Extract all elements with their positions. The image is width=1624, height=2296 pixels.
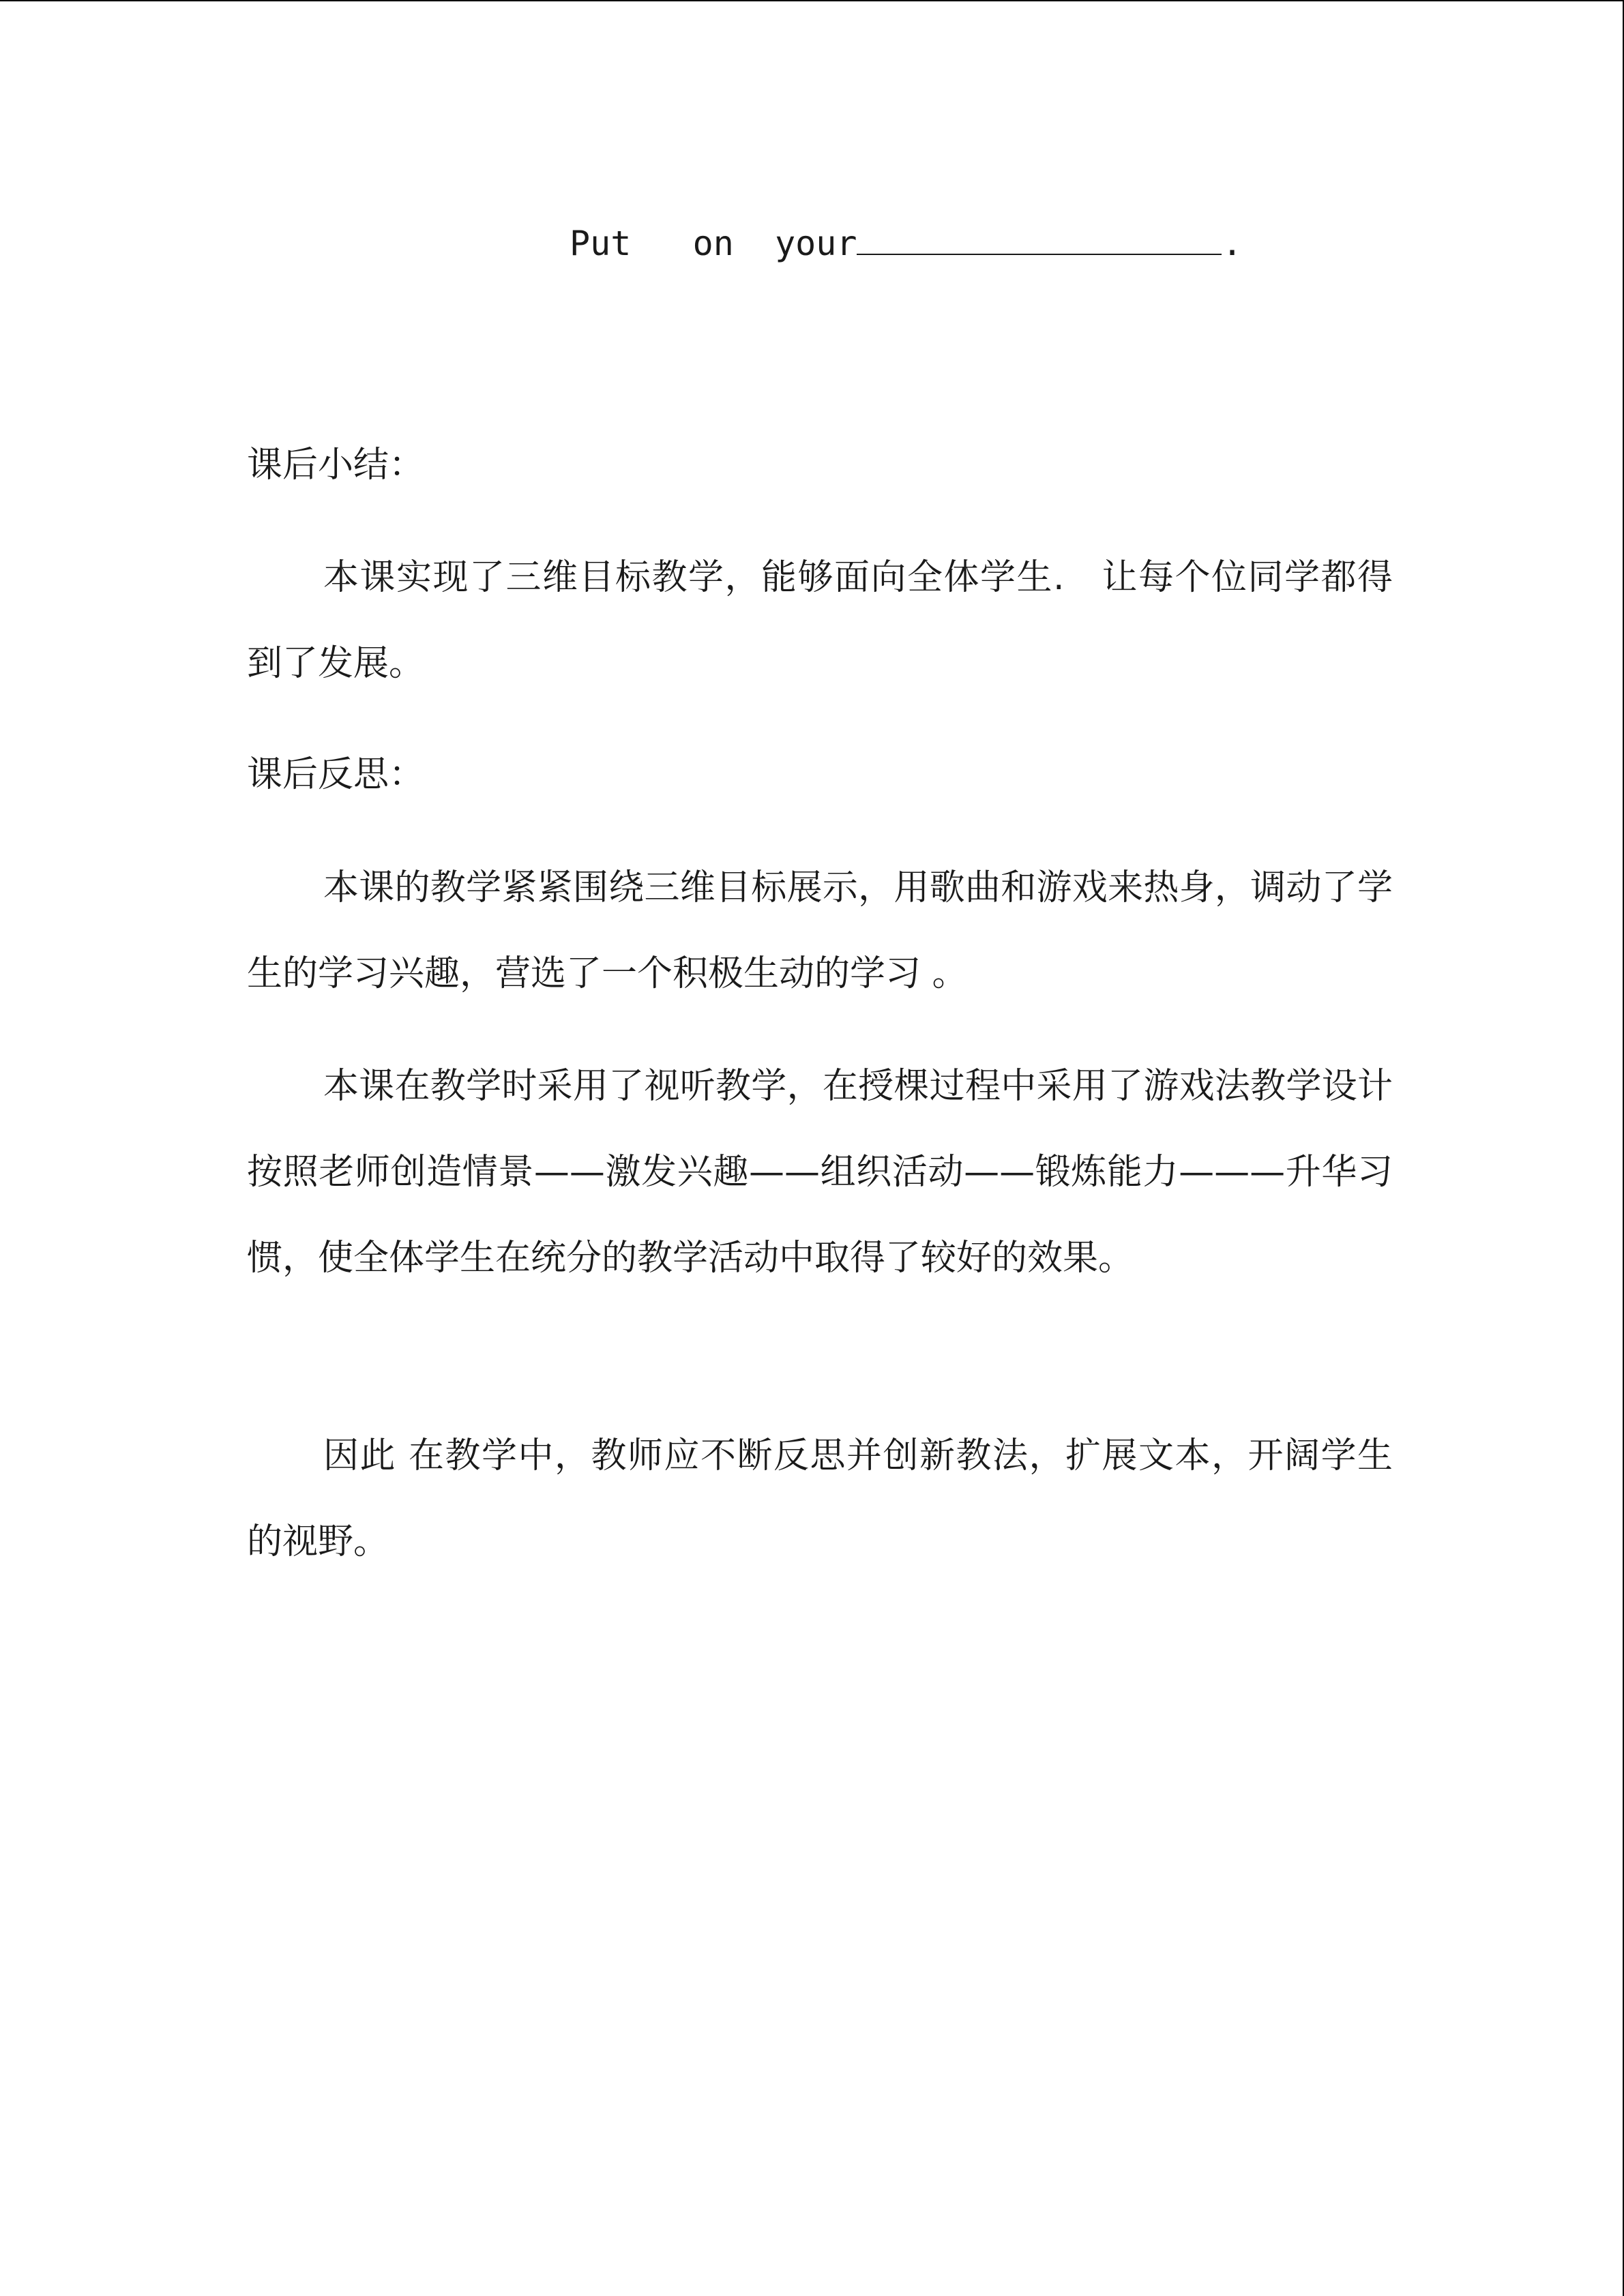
answer-blank-line: [857, 218, 1222, 255]
sentence-period: .: [1222, 224, 1243, 263]
reflection-paragraph-3: 因此 在教学中，教师应不断反思并创新教法，扩展文本，开阔学生的视野。: [247, 1435, 1393, 1562]
summary-label: 课后小结：: [247, 445, 425, 486]
summary-paragraph: 本课实现了三维目标教学，能够面向全体学生. 让每个位同学都得到了发展。: [247, 557, 1393, 684]
reflection-paragraph-1: 本课的教学紧紧围绕三维目标展示，用歌曲和游戏来热身，调动了学生的学习兴趣，营选了一个积极生动的学习 。: [247, 867, 1393, 994]
sentence-word-your: your: [775, 224, 857, 263]
reflection-label: 课后反思：: [247, 754, 425, 795]
fill-in-sentence: [570, 218, 1243, 267]
sentence-word-put: Put: [570, 224, 632, 263]
sentence-word-on: on: [692, 224, 734, 263]
reflection-paragraph-2: 本课在教学时采用了视听教学，在授棵过程中采用了游戏法教学设计按照老师创造情景——激发兴趣——组织活动——锻炼能力———升华习惯，使全体学生在统分的教学活动中取得了较好的效果。: [247, 1066, 1393, 1279]
